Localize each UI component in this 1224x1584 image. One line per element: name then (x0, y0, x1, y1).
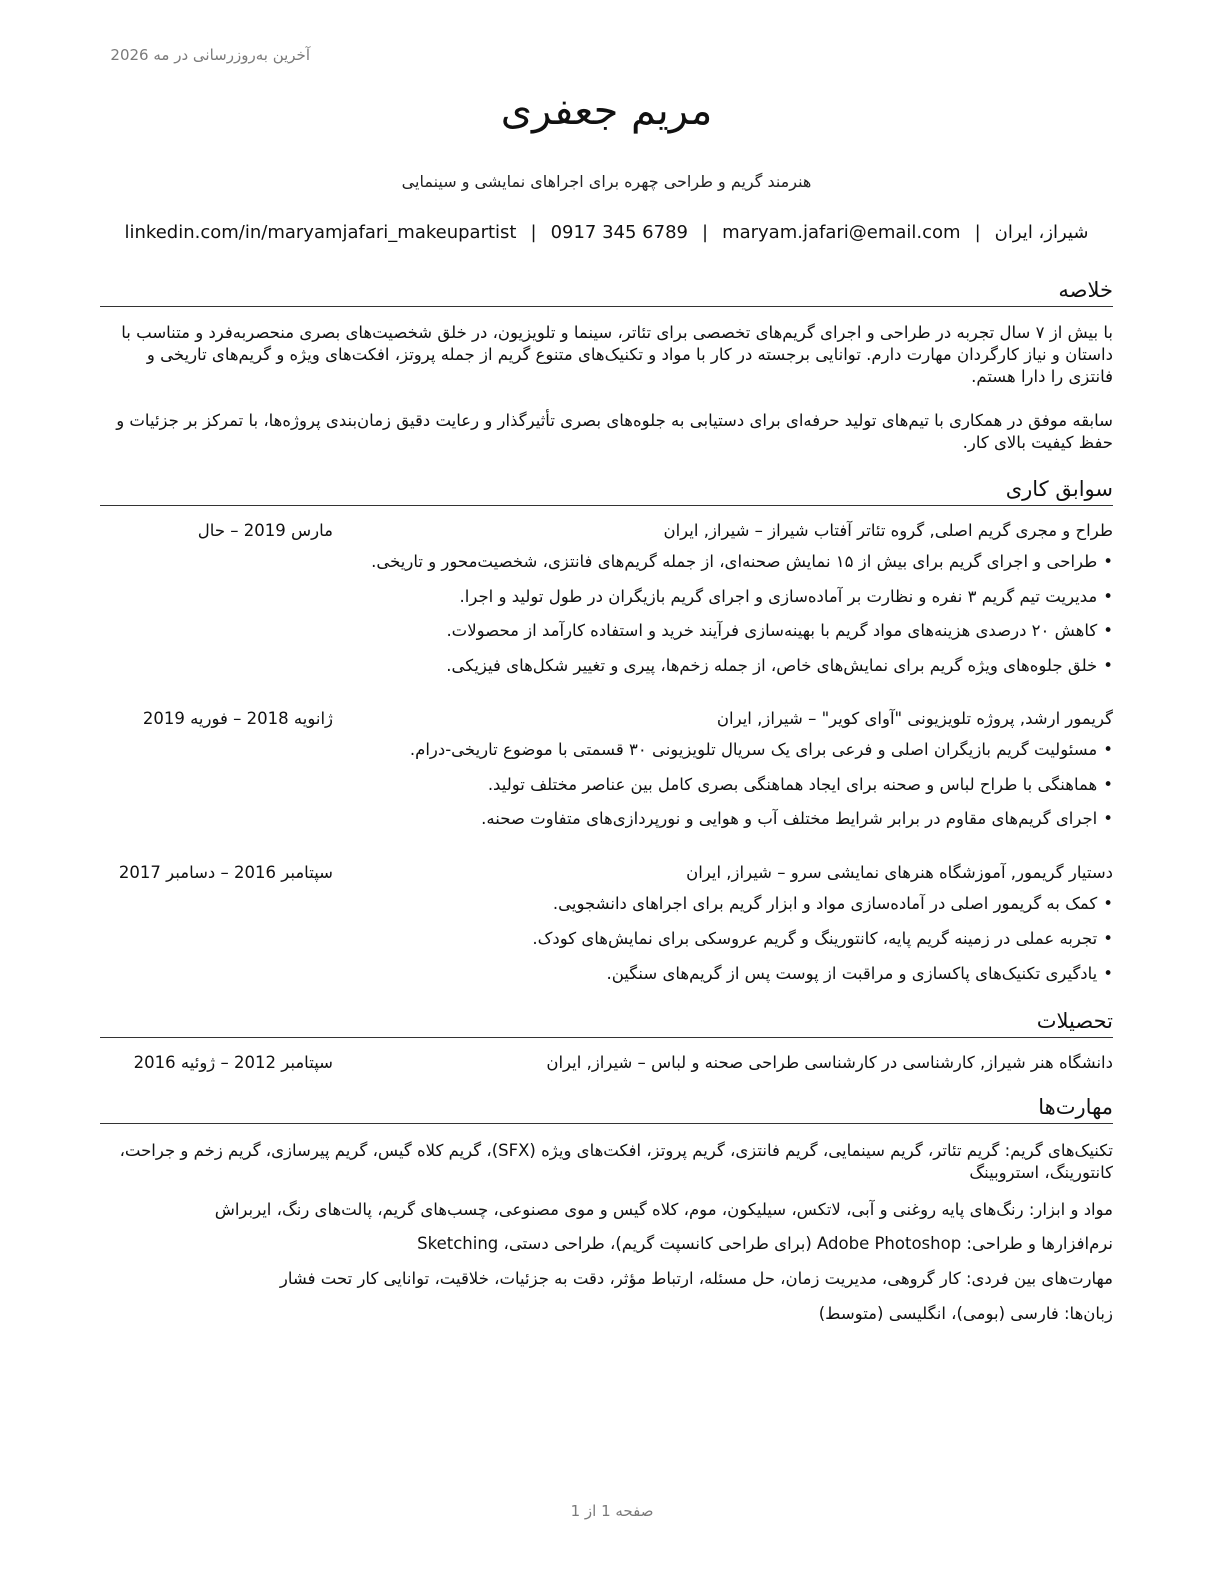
job-header (100, 861, 1113, 885)
contact-separator: | (530, 222, 537, 243)
contact-separator: | (974, 222, 981, 243)
job-bullet: •خلق جلوه‌های ویژه گریم برای نمایش‌های خاص، از جمله زخم‌ها، پیری و تغییر شکل‌های فیزیکی. (446, 656, 1113, 675)
section-title-summary: خلاصه (100, 276, 1113, 307)
skill-line: تکنیک‌های گریم: گریم تئاتر، گریم سینمایی، گریم فانتزی، گریم پروتز، افکت‌های ویژه (SFX)، گریم کلاه گیس، گریم پیرسازی، گریم زخم و جراحت، کانتورینگ، استروبینگ (119, 1141, 1113, 1182)
job-bullet: •اجرای گریم‌های مقاوم در برابر شرایط مختلف آب و هوایی و نورپردازی‌های متفاوت صحنه. (481, 809, 1113, 828)
job-bullet: •طراحی و اجرای گریم برای بیش از ۱۵ نمایش صحنه‌ای، از جمله گریم‌های فانتزی، شخصیت‌محور و تاریخی. (371, 552, 1113, 571)
section-title-skills: مهارت‌ها (100, 1093, 1113, 1124)
job-header (100, 707, 1113, 731)
candidate-name: مریم جعفری (500, 88, 713, 134)
contact-phone[interactable]: 0917 345 6789 (550, 222, 688, 243)
job-bullet: •کاهش ۲۰ درصدی هزینه‌های مواد گریم با بهینه‌سازی فرآیند خرید و استفاده کارآمد از محصولات. (446, 621, 1113, 640)
job-bullet: •مسئولیت گریم بازیگران اصلی و فرعی برای یک سریال تلویزیونی ۳۰ قسمتی با موضوع تاریخی-درام. (409, 740, 1113, 759)
skill-line: نرم‌افزارها و طراحی: Adobe Photoshop (برای طراحی کانسپت گریم)، طراحی دستی، Sketching (417, 1234, 1113, 1253)
resume-page (100, 0, 1113, 1584)
job-bullet: •تجربه عملی در زمینه گریم پایه، کانتورینگ و گریم عروسکی برای نمایش‌های کودک. (532, 929, 1113, 948)
job-date: سپتامبر 2016 – دسامبر 2017 (118, 863, 333, 882)
education-title: دانشگاه هنر شیراز, کارشناسی در کارشناسی طراحی صحنه و لباس – شیراز, ایران (546, 1053, 1113, 1072)
job-title: گریمور ارشد, پروژه تلویزیونی "آوای کویر" – شیراز, ایران (716, 709, 1113, 728)
job-title: دستیار گریمور, آموزشگاه هنرهای نمایشی سرو – شیراز, ایران (686, 863, 1113, 882)
job-bullet: •کمک به گریمور اصلی در آماده‌سازی مواد و ابزار گریم برای اجراهای دانشجویی. (552, 894, 1113, 913)
contact-line (100, 222, 1113, 243)
skill-line: مواد و ابزار: رنگ‌های پایه روغنی و آبی، لاتکس، سیلیکون، موم، کلاه گیس و موی مصنوعی، چسب‌های گریم، پالت‌های رنگ، ایربراش (214, 1200, 1113, 1219)
job-date: ژانویه 2018 – فوریه 2019 (142, 709, 333, 728)
contact-location: شیراز، ایران (994, 222, 1089, 243)
job-bullet: •یادگیری تکنیک‌های پاکسازی و مراقبت از پوست پس از گریم‌های سنگین. (606, 964, 1113, 983)
skill-line: زبان‌ها: فارسی (بومی)، انگلیسی (متوسط) (818, 1304, 1113, 1323)
job-header (100, 519, 1113, 543)
section-title-experience: سوابق کاری (100, 475, 1113, 506)
page-footer: صفحه 1 از 1 (570, 1502, 654, 1520)
education-date: سپتامبر 2012 – ژوئیه 2016 (133, 1053, 333, 1072)
summary-paragraph: با بیش از ۷ سال تجربه در طراحی و اجرای گریم‌های تخصصی برای تئاتر، سینما و تلویزیون، در خلق شخصیت‌های بصری منحصربه‌فرد و متناسب با داستان و نیاز کارگردان مهارت دارم. توانایی برجسته در کار با مواد و تکنیک‌های متنوع گریم از جمله پروتز، افکت‌های ویژه و گریم‌های تاریخی و فانتزی را دارا هستم. (121, 323, 1113, 386)
last-updated-note: آخرین به‌روزرسانی در مه 2026 (110, 46, 310, 64)
skill-line: مهارت‌های بین فردی: کار گروهی، مدیریت زمان، حل مسئله، ارتباط مؤثر، دقت به جزئیات، خلاقیت، توانایی کار تحت فشار (279, 1269, 1113, 1288)
job-date: مارس 2019 – حال (197, 521, 333, 540)
job-bullet: •هماهنگی با طراح لباس و صحنه برای ایجاد هماهنگی بصری کامل بین عناصر مختلف تولید. (487, 775, 1113, 794)
job-title: طراح و مجری گریم اصلی, گروه تئاتر آفتاب شیراز – شیراز, ایران (663, 521, 1113, 540)
section-title-education: تحصیلات (100, 1007, 1113, 1038)
contact-linkedin[interactable]: linkedin.com/in/maryamjafari_makeupartist (124, 222, 517, 243)
candidate-tagline: هنرمند گریم و طراحی چهره برای اجراهای نمایشی و سینمایی (401, 172, 812, 191)
contact-separator: | (701, 222, 709, 243)
education-entry (100, 1051, 1113, 1075)
contact-email[interactable]: maryam.jafari@email.com (722, 222, 961, 243)
job-bullet: •مدیریت تیم گریم ۳ نفره و نظارت بر آماده‌سازی و اجرای گریم بازیگران در طول تولید و اجرا. (459, 587, 1113, 606)
summary-paragraph: سابقه موفق در همکاری با تیم‌های تولید حرفه‌ای برای دستیابی به جلوه‌های بصری تأثیرگذار و رعایت دقیق زمان‌بندی پروژه‌ها، با تمرکز بر جزئیات و حفظ کیفیت بالای کار. (116, 411, 1113, 452)
